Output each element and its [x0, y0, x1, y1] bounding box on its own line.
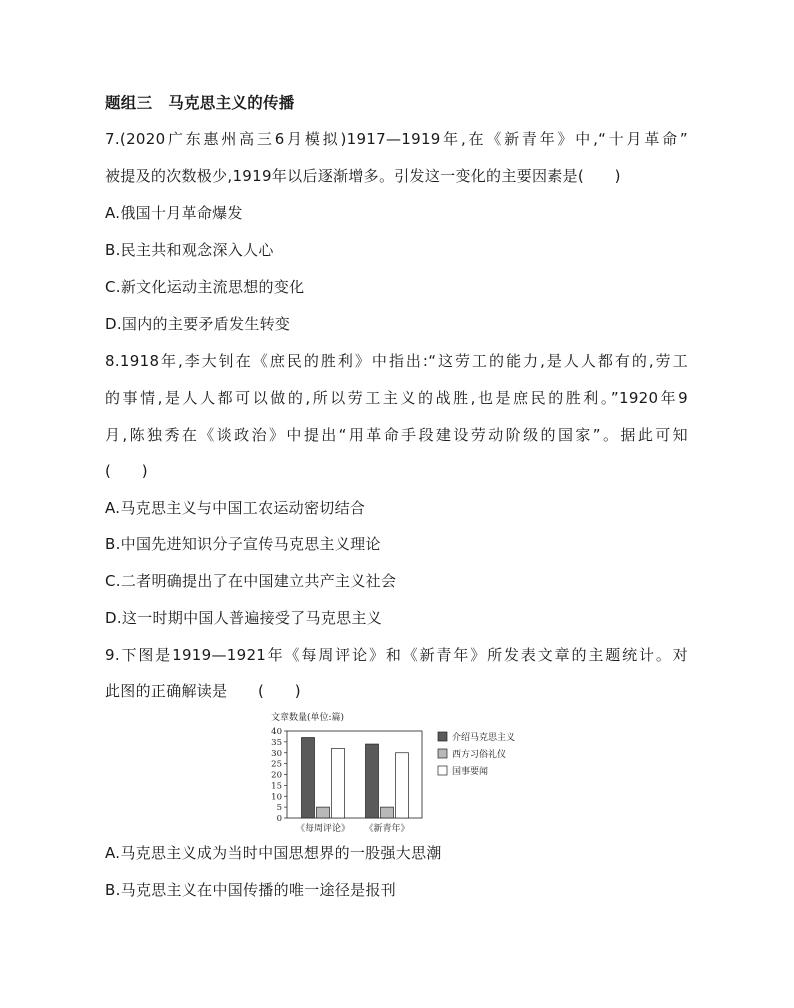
legend-swatch-2 — [438, 749, 447, 758]
y-tick-label-8: 40 — [271, 727, 282, 737]
question-7-option-a: A.俄国十月革命爆发 — [105, 204, 243, 222]
x-category-label-2: 《新青年》 — [364, 824, 410, 834]
question-7-option-d: D.国内的主要矛盾发生转变 — [105, 315, 291, 333]
y-tick-label-4: 20 — [271, 770, 282, 781]
bar-2-series-1 — [366, 744, 379, 818]
legend-label-1: 介绍马克思主义 — [452, 733, 516, 743]
question-9-line-2: 此图的正确解读是 ( ) — [105, 682, 301, 700]
y-tick-label-2: 10 — [271, 792, 282, 803]
question-8-line-4: ( ) — [105, 462, 148, 480]
question-9-option-b: B.马克思主义在中国传播的唯一途径是报刊 — [105, 881, 397, 899]
bar-2-series-2 — [381, 807, 394, 818]
bar-1-series-2 — [317, 807, 330, 818]
x-category-label-1: 《每周评论》 — [295, 824, 351, 834]
article-topic-bar-chart — [255, 708, 555, 838]
y-tick-label-0: 0 — [276, 814, 282, 824]
y-tick-label-7: 35 — [271, 737, 282, 748]
bar-2-series-3 — [396, 753, 409, 818]
y-tick-label-3: 15 — [271, 781, 282, 792]
question-8-option-c: C.二者明确提出了在中国建立共产主义社会 — [105, 572, 397, 590]
bar-1-series-1 — [302, 738, 315, 818]
chart-y-axis-label: 文章数量(单位:篇) — [271, 713, 345, 723]
question-8-line-1: 8.1918年,李大钊在《庶民的胜利》中指出:“这劳工的能力,是人人都有的,劳工 — [105, 352, 688, 370]
question-8-option-d: D.这一时期中国人普遍接受了马克思主义 — [105, 609, 383, 627]
y-tick-label-1: 5 — [276, 803, 282, 814]
legend-label-2: 西方习俗礼仪 — [452, 750, 507, 760]
question-8-line-2: 的事情,是人人都可以做的,所以劳工主义的战胜,也是庶民的胜利。”1920年9 — [105, 389, 688, 407]
question-9-option-a: A.马克思主义成为当时中国思想界的一股强大思潮 — [105, 844, 442, 862]
question-8-line-3: 月,陈独秀在《谈政治》中提出“用革命手段建设劳动阶级的国家”。据此可知 — [105, 426, 688, 444]
question-9-line-1: 9.下图是1919—1921年《每周评论》和《新青年》所发表文章的主题统计。对 — [105, 646, 688, 664]
question-7-line-2: 被提及的次数极少,1919年以后逐渐增多。引发这一变化的主要因素是( ) — [105, 167, 621, 185]
question-8-option-b: B.中国先进知识分子宣传马克思主义理论 — [105, 535, 381, 553]
question-7-option-c: C.新文化运动主流思想的变化 — [105, 278, 305, 296]
bar-1-series-3 — [332, 748, 345, 818]
question-7-option-b: B.民主共和观念深入人心 — [105, 241, 274, 259]
question-7-line-1: 7.(2020广东惠州高三6月模拟)1917—1919年,在《新青年》中,“十月革命” — [105, 130, 688, 148]
y-tick-label-5: 25 — [271, 759, 282, 770]
question-8-option-a: A.马克思主义与中国工农运动密切结合 — [105, 499, 366, 517]
legend-swatch-1 — [438, 732, 447, 741]
legend-swatch-3 — [438, 766, 447, 775]
section-title: 题组三 马克思主义的传播 — [105, 94, 295, 112]
legend-label-3: 国事要闻 — [452, 767, 489, 777]
y-tick-label-6: 30 — [271, 748, 282, 759]
